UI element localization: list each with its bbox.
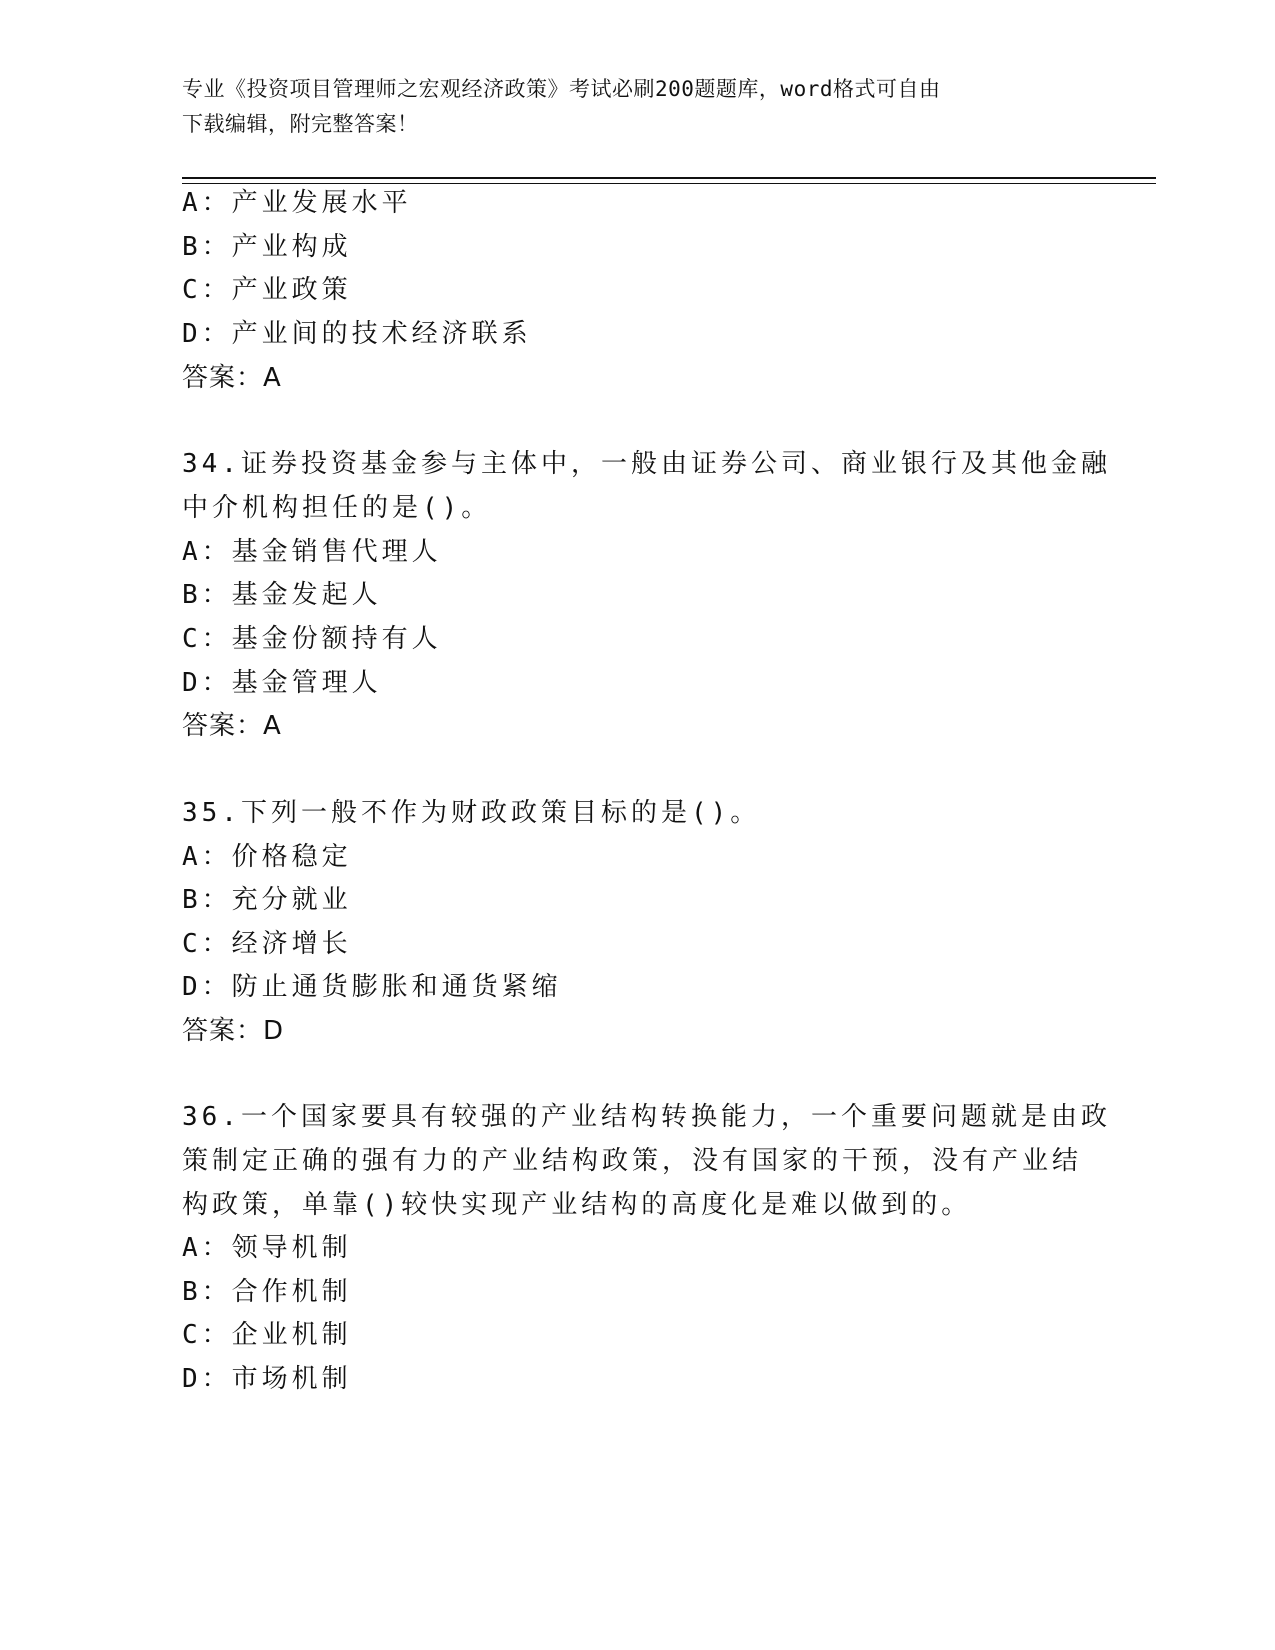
q33-option-d: D：产业间的技术经济联系 [182,319,532,349]
q36-option-b: B：合作机制 [182,1277,352,1307]
q36-option-a: A：领导机制 [182,1233,352,1263]
q34-answer: 答案：A [182,711,282,741]
q34-stem-line-2: 中介机构担任的是()。 [182,493,492,523]
q33-option-c: C：产业政策 [182,275,352,305]
q35-option-b: B：充分就业 [182,885,352,915]
q33-option-a: A：产业发展水平 [182,188,412,218]
q33-answer: 答案：A [182,363,282,393]
q34-option-a: A：基金销售代理人 [182,537,442,567]
q36-option-c: C：企业机制 [182,1320,352,1350]
q34-option-d: D：基金管理人 [182,668,382,698]
header-line-2: 下载编辑，附完整答案！ [182,112,419,136]
q34-option-c: C：基金份额持有人 [182,624,442,654]
q34-option-b: B：基金发起人 [182,580,382,610]
q36-stem-line-2: 策制定正确的强有力的产业结构政策，没有国家的干预，没有产业结 [182,1146,1083,1176]
header-divider-thick [182,177,1156,179]
q36-stem-line-1: 36.一个国家要具有较强的产业结构转换能力，一个重要问题就是由政 [182,1102,1111,1132]
document-header [182,72,1082,142]
q36-option-d: D：市场机制 [182,1364,352,1394]
q33-option-b: B：产业构成 [182,232,352,262]
header-line-1: 专业《投资项目管理师之宏观经济政策》考试必刷200题题库，word格式可自由 [182,77,941,101]
q36-stem-line-3: 构政策，单靠()较快实现产业结构的高度化是难以做到的。 [182,1190,972,1220]
q35-option-a: A：价格稳定 [182,842,352,872]
q35-option-d: D：防止通货膨胀和通货紧缩 [182,972,562,1002]
q35-answer: 答案：D [182,1016,285,1046]
q34-stem-line-1: 34.证券投资基金参与主体中，一般由证券公司、商业银行及其他金融 [182,449,1111,479]
q35-stem-line-1: 35.下列一般不作为财政政策目标的是()。 [182,798,761,828]
q35-option-c: C：经济增长 [182,929,352,959]
